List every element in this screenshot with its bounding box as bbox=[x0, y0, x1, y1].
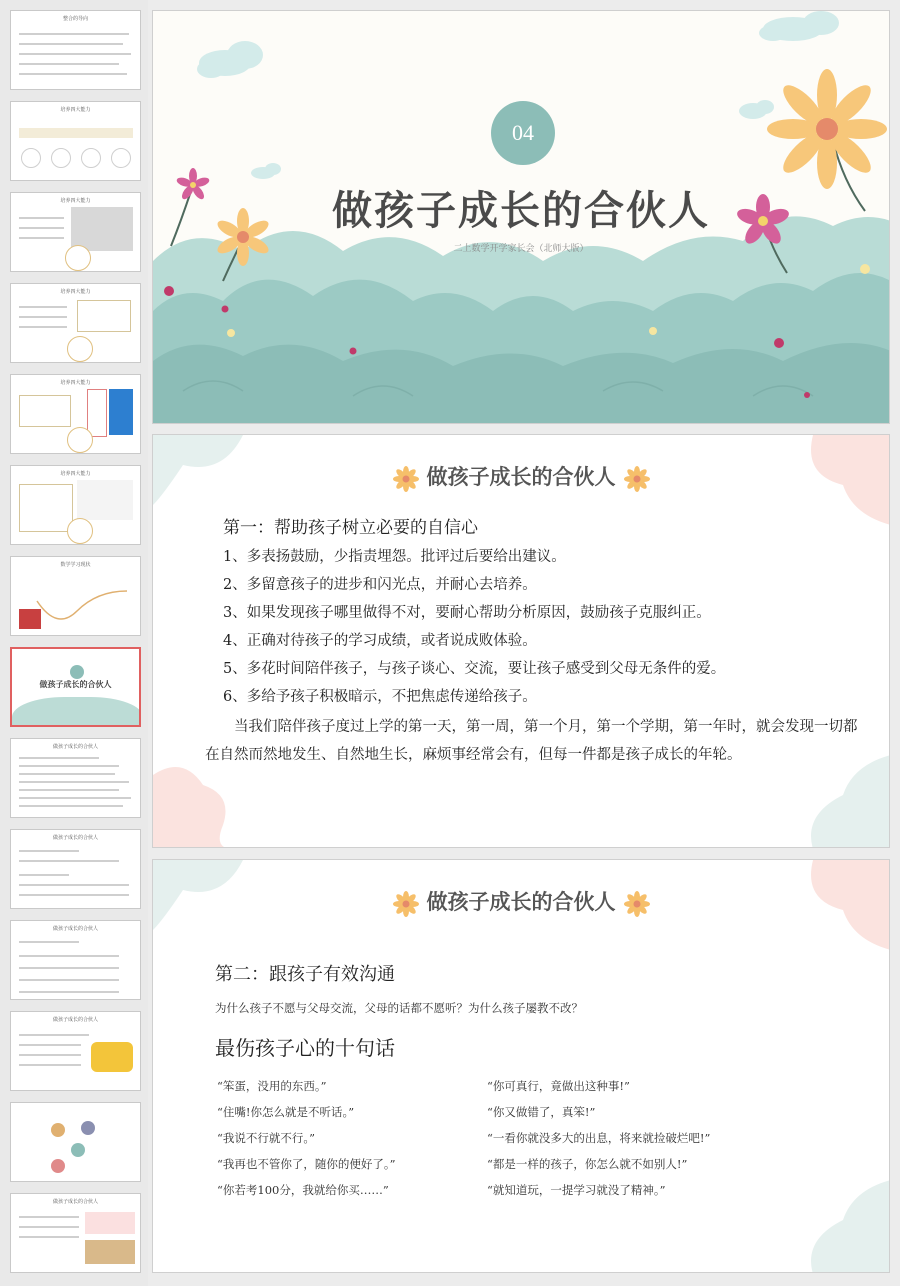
thumbnail-dot bbox=[71, 1143, 85, 1157]
slide-thumbnail-4[interactable] bbox=[10, 283, 141, 363]
summary-paragraph: 当我们陪伴孩子度过上学的第一天，第一周，第一个月，第一个学期，第一年时，就会发现一切都在自然而然地发生、自然地生长，麻烦事经常会有，但每一件都是孩子成长的年轮。 bbox=[205, 719, 858, 763]
question-text: 为什么孩子不愿与父母交流，父母的话都不愿听？为什么孩子屡教不改？ bbox=[215, 1001, 583, 1015]
thumbnail-banner bbox=[19, 128, 133, 138]
thumbnail-text-line bbox=[19, 227, 64, 229]
thumbnail-pink-box bbox=[85, 1212, 135, 1234]
thumbnail-text-line bbox=[19, 306, 67, 308]
thumbnail-text-line bbox=[19, 894, 129, 896]
thumbnail-text-line bbox=[19, 789, 119, 791]
slide-thumbnail-10[interactable] bbox=[10, 829, 141, 909]
thumbnail-text-line bbox=[19, 991, 119, 993]
thumbnail-text-line bbox=[19, 805, 123, 807]
slide-thumbnail-2[interactable] bbox=[10, 101, 141, 181]
list-item: 5、多花时间陪伴孩子，与孩子谈心、交流，要让孩子感受到父母无条件的爱。 bbox=[223, 661, 726, 677]
thumbnail-circle bbox=[111, 148, 131, 168]
thumbnail-text-line bbox=[19, 217, 64, 219]
thumbnail-text-line bbox=[19, 1216, 79, 1218]
slide-thumbnail-8-active[interactable] bbox=[10, 647, 141, 727]
slide-thumbnail-9[interactable] bbox=[10, 738, 141, 818]
cover-subtitle: 二上数学开学家长会（北师大版） bbox=[453, 244, 589, 254]
thumbnail-text-line bbox=[19, 874, 69, 876]
quote-item: “我说不行就不行。” bbox=[217, 1131, 316, 1145]
thumbnail-text-line bbox=[19, 43, 123, 45]
sunflower-icon bbox=[393, 466, 419, 492]
thumbnail-title: 培养四大能力 bbox=[60, 471, 91, 477]
thumbnail-card bbox=[87, 389, 107, 437]
quote-item: “都是一样的孩子，你怎么就不如别人!” bbox=[487, 1157, 688, 1171]
quote-item: “就知道玩，一提学习就没了精神。” bbox=[487, 1183, 666, 1197]
thumbnail-badge bbox=[65, 245, 91, 271]
thumbnail-text-line bbox=[19, 765, 119, 767]
thumbnail-text-line bbox=[19, 1064, 81, 1066]
sunflower-icon bbox=[624, 891, 650, 917]
thumbnail-text-line bbox=[19, 797, 131, 799]
thumbnail-text-line bbox=[19, 1054, 81, 1056]
slide-heading-text: 做孩子成长的合伙人 bbox=[426, 889, 616, 914]
quote-item: “你又做错了，真笨!” bbox=[487, 1105, 596, 1119]
slide-heading-text: 做孩子成长的合伙人 bbox=[426, 464, 616, 489]
slide-thumbnail-1[interactable] bbox=[10, 10, 141, 90]
thumbnail-text-line bbox=[19, 979, 119, 981]
thumbnail-text-line bbox=[19, 33, 129, 35]
slide-thumbnail-6[interactable] bbox=[10, 465, 141, 545]
thumbnail-text-line bbox=[19, 955, 119, 957]
thumbnail-title: 做孩子成长的合伙人 bbox=[52, 1199, 98, 1205]
slide-heading bbox=[153, 461, 889, 492]
quote-item: “你可真行，竟做出这种事!” bbox=[487, 1079, 630, 1093]
list-item: 4、正确对待孩子的学习成绩，或者说成败体验。 bbox=[223, 633, 537, 649]
thumbnail-text-line bbox=[19, 850, 79, 852]
thumbnail-box bbox=[77, 300, 131, 332]
quote-item: “我再也不管你了，随你的便好了。” bbox=[217, 1157, 396, 1171]
thumbnail-text-line bbox=[19, 237, 64, 239]
thumbnail-box bbox=[19, 395, 71, 427]
subsection-title: 最伤孩子心的十句话 bbox=[215, 1036, 395, 1060]
list-item: 6、多给予孩子积极暗示，不把焦虑传递给孩子。 bbox=[223, 689, 537, 705]
thumbnail-circle bbox=[21, 148, 41, 168]
slide-thumbnail-12[interactable] bbox=[10, 1011, 141, 1091]
thumbnail-circle bbox=[51, 148, 71, 168]
thumbnail-badge bbox=[67, 427, 93, 453]
thumbnail-title: 做孩子成长的合伙人 bbox=[52, 1017, 98, 1023]
thumbnail-title: 培养四大能力 bbox=[60, 289, 91, 295]
thumbnail-number-circle bbox=[70, 665, 84, 679]
slide-thumbnail-panel[interactable] bbox=[0, 0, 148, 1286]
thumbnail-text-line bbox=[19, 73, 127, 75]
thumbnail-title: 数学学习现状 bbox=[60, 562, 91, 568]
thumbnail-title: 培养四大能力 bbox=[60, 198, 91, 204]
thumbnail-text-line bbox=[19, 1226, 79, 1228]
quote-item: “笨蛋，没用的东西。” bbox=[217, 1079, 327, 1093]
thumbnail-text-line bbox=[19, 1034, 89, 1036]
thumbnail-text-line bbox=[19, 884, 129, 886]
slide-cover[interactable] bbox=[152, 10, 890, 424]
thumbnail-text-line bbox=[19, 1044, 81, 1046]
slide-thumbnail-7[interactable] bbox=[10, 556, 141, 636]
thumbnail-text-line bbox=[19, 63, 119, 65]
thumbnail-school-bus bbox=[91, 1042, 133, 1072]
thumbnail-text-block bbox=[77, 480, 133, 520]
slide-thumbnail-11[interactable] bbox=[10, 920, 141, 1000]
thumbnail-text-line bbox=[19, 941, 79, 943]
thumbnail-book bbox=[109, 389, 133, 435]
thumbnail-title: 做孩子成长的合伙人 bbox=[52, 835, 98, 841]
thumbnail-text-line bbox=[19, 757, 99, 759]
thumbnail-badge bbox=[67, 336, 93, 362]
cover-title: 做孩子成长的合伙人 bbox=[332, 187, 710, 234]
thumbnail-circle bbox=[81, 148, 101, 168]
sunflower-icon bbox=[624, 466, 650, 492]
thumbnail-title: 做孩子成长的合伙人 bbox=[52, 744, 98, 750]
section-title: 第一：帮助孩子树立必要的自信心 bbox=[223, 518, 478, 538]
slide-heading bbox=[153, 886, 889, 917]
slide-thumbnail-13[interactable] bbox=[10, 1102, 141, 1182]
thumbnail-title: 整合的导向 bbox=[62, 16, 88, 22]
section-title: 第二：跟孩子有效沟通 bbox=[215, 964, 395, 985]
list-item: 3、如果发现孩子哪里做得不对，要耐心帮助分析原因，鼓励孩子克服纠正。 bbox=[223, 605, 711, 621]
slide-thumbnail-5[interactable] bbox=[10, 374, 141, 454]
thumbnail-text-line bbox=[19, 781, 129, 783]
thumbnail-text-line bbox=[19, 316, 67, 318]
thumbnail-text-line bbox=[19, 326, 67, 328]
slide-background-decoration bbox=[153, 860, 890, 1273]
thumbnail-hills bbox=[12, 697, 141, 727]
thumbnail-text-line bbox=[19, 1236, 79, 1238]
thumbnail-books bbox=[85, 1240, 135, 1264]
thumbnail-text-line bbox=[19, 53, 131, 55]
thumbnail-books bbox=[19, 609, 41, 629]
thumbnail-text-line bbox=[19, 967, 119, 969]
list-item: 1、多表扬鼓励，少指责埋怨。批评过后要给出建议。 bbox=[223, 549, 566, 565]
thumbnail-title: 培养四大能力 bbox=[60, 107, 91, 113]
thumbnail-dot bbox=[51, 1123, 65, 1137]
quote-item: “住嘴!你怎么就是不听话。” bbox=[217, 1105, 355, 1119]
thumbnail-dot bbox=[81, 1121, 95, 1135]
list-item: 2、多留意孩子的进步和闪光点，并耐心去培养。 bbox=[223, 577, 537, 593]
section-number-badge: 04 bbox=[491, 101, 555, 165]
quotes-left-column bbox=[217, 1078, 396, 1208]
thumbnail-text-line bbox=[19, 773, 115, 775]
slide-communication[interactable] bbox=[152, 859, 890, 1273]
slide-thumbnail-14[interactable] bbox=[10, 1193, 141, 1273]
thumbnail-title: 做孩子成长的合伙人 bbox=[52, 926, 98, 932]
quote-item: “你若考100分，我就给你买……” bbox=[217, 1183, 389, 1197]
thumbnail-text-line bbox=[19, 860, 119, 862]
thumbnail-title: 做孩子成长的合伙人 bbox=[39, 680, 112, 689]
sunflower-icon bbox=[393, 891, 419, 917]
quote-item: “一看你就没多大的出息，将来就捡破烂吧!” bbox=[487, 1131, 711, 1145]
slide-thumbnail-3[interactable] bbox=[10, 192, 141, 272]
slide-confidence[interactable] bbox=[152, 434, 890, 848]
thumbnail-dot bbox=[51, 1159, 65, 1173]
thumbnail-box bbox=[19, 484, 73, 532]
quotes-right-column bbox=[487, 1078, 710, 1208]
yellow-flower-icon bbox=[767, 69, 887, 189]
thumbnail-badge bbox=[67, 518, 93, 544]
thumbnail-title: 培养四大能力 bbox=[60, 380, 91, 386]
